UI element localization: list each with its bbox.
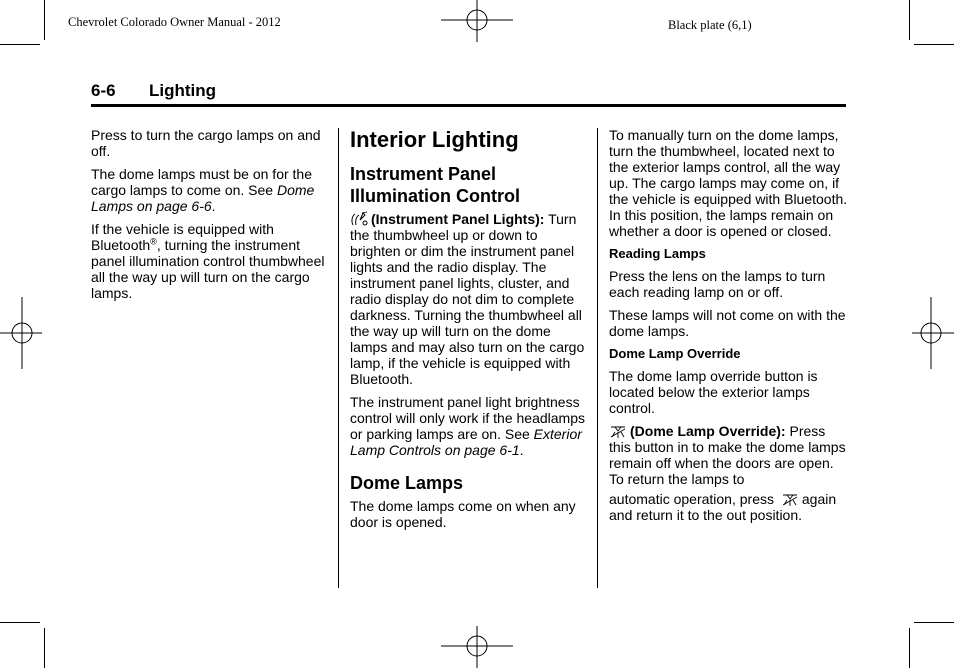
crop-mark: [909, 628, 910, 668]
section-name: Lighting: [149, 81, 217, 100]
paragraph: Press the lens on the lamps to turn each reading lamp on or off.: [609, 268, 826, 300]
paragraph: Press to turn the cargo lamps on and off.: [91, 127, 321, 159]
control-label: (Dome Lamp Override):: [630, 423, 786, 439]
paragraph: The dome lamps must be on for the cargo lamps to come on. See Dome Lamps on page 6-6.: [91, 166, 315, 214]
page-title: Interior Lighting: [350, 127, 519, 152]
registered-mark: ®: [150, 236, 157, 247]
registration-mark-icon: [441, 624, 513, 668]
crop-mark: [914, 44, 954, 45]
cross-reference-link[interactable]: Dome Lamps on page 6-6: [91, 182, 315, 214]
column-middle: [350, 127, 590, 537]
column-divider: [338, 128, 339, 588]
crop-mark: [44, 628, 45, 668]
registration-mark-icon: [910, 297, 954, 369]
paragraph: The instrument panel light brightness control will only work if the headlamps or parking lamps are on. See Exterior Lamp Controls on page 6-1.: [350, 394, 585, 458]
cross-reference-link[interactable]: Exterior Lamp Controls on page 6-1: [350, 426, 582, 458]
topic-heading: Reading Lamps: [609, 246, 706, 261]
column-right: [609, 127, 849, 530]
subsection-heading: Dome Lamps: [350, 473, 464, 493]
topic-heading: Dome Lamp Override: [609, 346, 741, 361]
paragraph: (Instrument Panel Lights): Turn the thumbwheel up or down to brighten or dim the instrument panel lights and the radio display. The instrument panel lights, cluster, and radio display do not dim to complete darkness. Turning the thumbwheel all the way up will turn on the dome lamps and may also turn on the cargo lamp, if the vehicle is equipped with Bluetooth.: [350, 211, 585, 387]
subsection-heading: Instrument Panel Illumination Control: [350, 164, 520, 206]
crop-mark: [914, 622, 954, 623]
manual-title: Chevrolet Colorado Owner Manual - 2012: [68, 15, 281, 29]
control-label: (Instrument Panel Lights):: [371, 211, 545, 227]
section-header: [91, 80, 846, 107]
paragraph: The dome lamps come on when any door is opened.: [350, 498, 576, 530]
instrument-panel-lights-icon: [350, 211, 368, 227]
crop-mark: [0, 622, 40, 623]
paragraph: To manually turn on the dome lamps, turn the thumbwheel, located next to the exterior lamps control, all the way up. The cargo lamps may come on, if the vehicle is equipped with Bluetooth. In this position, the lamps remain on whether a door is opened or closed.: [609, 127, 848, 239]
section-number: 6-6: [91, 81, 116, 100]
crop-mark: [909, 0, 910, 40]
paragraph: (Dome Lamp Override): Press this button in to make the dome lamps remain off when the doors are open. To return the lamps to: [609, 423, 846, 487]
paragraph: The dome lamp override button is located below the exterior lamps control.: [609, 368, 818, 416]
column-left: [91, 127, 331, 308]
column-divider: [597, 128, 598, 588]
paragraph: These lamps will not come on with the dome lamps.: [609, 307, 846, 339]
crop-mark: [0, 44, 40, 45]
plate-label: Black plate (6,1): [668, 18, 752, 32]
registration-mark-icon: [441, 0, 513, 44]
dome-lamp-override-icon: [781, 493, 799, 507]
registration-mark-icon: [0, 297, 44, 369]
crop-mark: [44, 0, 45, 40]
dome-lamp-override-icon: [609, 425, 627, 439]
paragraph: automatic operation, press again and return it to the out position.: [609, 491, 837, 523]
paragraph: If the vehicle is equipped with Bluetooth®, turning the instrument panel illumination control thumbwheel all the way up will turn on the cargo lamps.: [91, 221, 325, 301]
